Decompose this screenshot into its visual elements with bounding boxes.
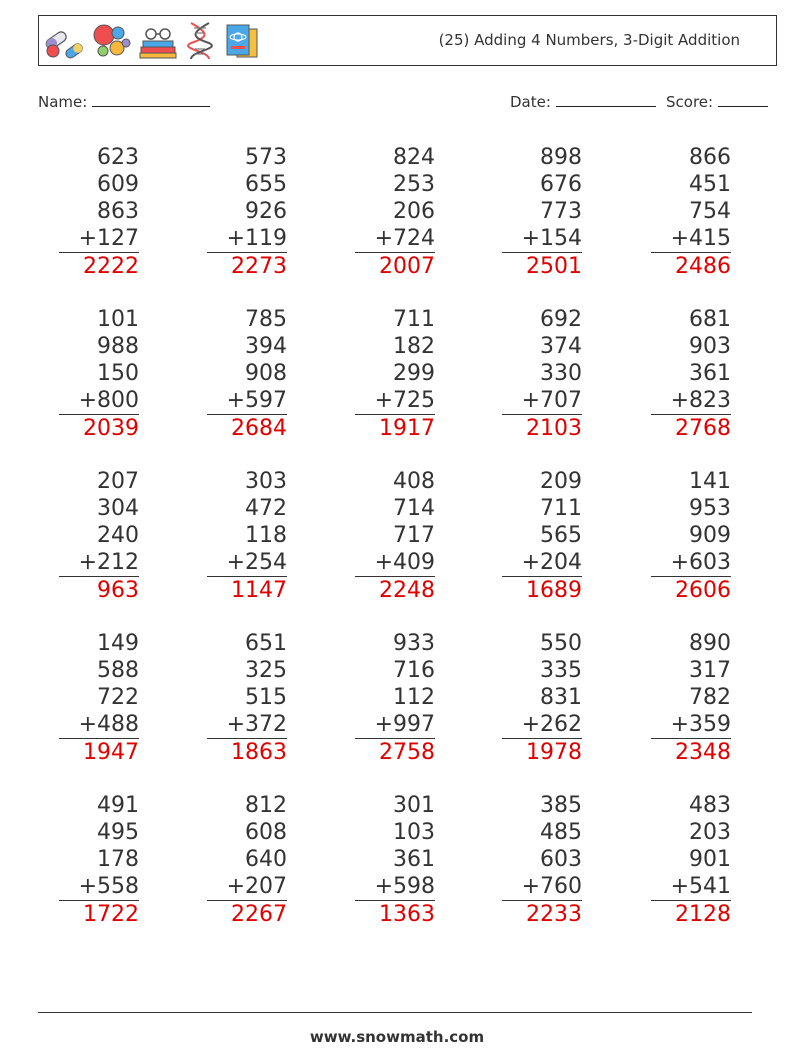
addend-2: 953 <box>689 496 731 521</box>
addition-problem <box>207 792 287 928</box>
addend-2: 103 <box>393 820 435 845</box>
addend-1: 898 <box>540 145 582 170</box>
addend-4: +760 <box>502 873 582 901</box>
addend-3: 863 <box>97 199 139 224</box>
addend-4: +724 <box>355 225 435 253</box>
dna-icon <box>185 21 215 61</box>
addend-1: 207 <box>97 469 139 494</box>
science-book-icon <box>221 21 261 61</box>
answer: 2273 <box>231 254 287 279</box>
answer: 2222 <box>83 254 139 279</box>
addend-4: +597 <box>207 387 287 415</box>
addend-4: +409 <box>355 549 435 577</box>
answer: 2039 <box>83 416 139 441</box>
addend-3: 773 <box>540 199 582 224</box>
addend-2: 374 <box>540 334 582 359</box>
footer-site: www.snowmath.com <box>309 1028 485 1046</box>
answer: 2758 <box>379 740 435 765</box>
addend-1: 483 <box>689 793 731 818</box>
addend-1: 711 <box>393 307 435 332</box>
addend-4: +707 <box>502 387 582 415</box>
addend-3: 782 <box>689 685 731 710</box>
addend-4: +254 <box>207 549 287 577</box>
molecule-icon <box>91 21 131 61</box>
addend-4: +603 <box>651 549 731 577</box>
answer: 1689 <box>526 578 582 603</box>
date-label: Date: <box>510 93 551 111</box>
answer: 2128 <box>675 902 731 927</box>
addend-2: 253 <box>393 172 435 197</box>
addend-3: 603 <box>540 847 582 872</box>
answer: 1363 <box>379 902 435 927</box>
addend-4: +212 <box>59 549 139 577</box>
addition-problem <box>59 792 139 928</box>
addend-2: 676 <box>540 172 582 197</box>
addend-3: 909 <box>689 523 731 548</box>
addend-1: 933 <box>393 631 435 656</box>
addend-4: +204 <box>502 549 582 577</box>
answer: 2248 <box>379 578 435 603</box>
addend-2: 304 <box>97 496 139 521</box>
addend-4: +488 <box>59 711 139 739</box>
addend-4: +800 <box>59 387 139 415</box>
addend-1: 651 <box>245 631 287 656</box>
addition-problem <box>207 306 287 442</box>
addend-3: 754 <box>689 199 731 224</box>
addition-problem <box>59 630 139 766</box>
worksheet-header <box>38 15 777 66</box>
addend-4: +997 <box>355 711 435 739</box>
footer-divider <box>38 1012 752 1013</box>
worksheet-title: (25) Adding 4 Numbers, 3-Digit Addition <box>438 31 740 49</box>
addend-1: 408 <box>393 469 435 494</box>
addend-3: 150 <box>97 361 139 386</box>
addend-2: 655 <box>245 172 287 197</box>
addend-1: 785 <box>245 307 287 332</box>
addend-2: 182 <box>393 334 435 359</box>
addend-3: 240 <box>97 523 139 548</box>
addition-problem <box>502 792 582 928</box>
books-glasses-icon <box>137 21 179 61</box>
addend-1: 491 <box>97 793 139 818</box>
addend-3: 722 <box>97 685 139 710</box>
addend-1: 550 <box>540 631 582 656</box>
date-field <box>510 92 656 111</box>
addend-3: 206 <box>393 199 435 224</box>
addition-problem <box>502 630 582 766</box>
answer: 2768 <box>675 416 731 441</box>
addition-problem <box>207 468 287 604</box>
addition-problem <box>502 144 582 280</box>
addend-2: 588 <box>97 658 139 683</box>
addend-4: +558 <box>59 873 139 901</box>
addend-3: 361 <box>689 361 731 386</box>
addend-2: 485 <box>540 820 582 845</box>
addition-problem <box>59 468 139 604</box>
answer: 2103 <box>526 416 582 441</box>
addition-problem <box>651 468 731 604</box>
addend-2: 608 <box>245 820 287 845</box>
addition-problem <box>355 144 435 280</box>
score-field <box>666 92 768 111</box>
addend-4: +119 <box>207 225 287 253</box>
addend-2: 495 <box>97 820 139 845</box>
addend-1: 812 <box>245 793 287 818</box>
addend-4: +541 <box>651 873 731 901</box>
answer: 963 <box>97 578 139 603</box>
addition-problem <box>651 144 731 280</box>
answer: 2486 <box>675 254 731 279</box>
addend-3: 565 <box>540 523 582 548</box>
addition-problem <box>355 792 435 928</box>
addend-2: 325 <box>245 658 287 683</box>
date-blank <box>556 92 656 107</box>
addend-3: 831 <box>540 685 582 710</box>
addend-4: +207 <box>207 873 287 901</box>
addend-2: 335 <box>540 658 582 683</box>
addition-problem <box>207 630 287 766</box>
addend-3: 515 <box>245 685 287 710</box>
addend-3: 330 <box>540 361 582 386</box>
answer: 2348 <box>675 740 731 765</box>
addend-1: 824 <box>393 145 435 170</box>
addend-3: 361 <box>393 847 435 872</box>
answer: 2233 <box>526 902 582 927</box>
addition-problem <box>502 468 582 604</box>
addend-4: +127 <box>59 225 139 253</box>
addend-2: 988 <box>97 334 139 359</box>
addend-2: 711 <box>540 496 582 521</box>
name-label: Name: <box>38 93 88 111</box>
addend-2: 394 <box>245 334 287 359</box>
addition-problem <box>651 630 731 766</box>
addend-1: 623 <box>97 145 139 170</box>
addition-problem <box>355 468 435 604</box>
answer: 1863 <box>231 740 287 765</box>
addend-1: 385 <box>540 793 582 818</box>
score-label: Score: <box>666 93 714 111</box>
addend-4: +372 <box>207 711 287 739</box>
answer: 1978 <box>526 740 582 765</box>
name-field <box>38 92 210 111</box>
addition-problem <box>502 306 582 442</box>
addend-2: 903 <box>689 334 731 359</box>
addend-2: 451 <box>689 172 731 197</box>
addend-1: 890 <box>689 631 731 656</box>
addend-4: +823 <box>651 387 731 415</box>
addend-3: 926 <box>245 199 287 224</box>
answer: 1722 <box>83 902 139 927</box>
addend-3: 178 <box>97 847 139 872</box>
addend-1: 866 <box>689 145 731 170</box>
addend-3: 112 <box>393 685 435 710</box>
addend-2: 714 <box>393 496 435 521</box>
header-icons <box>43 21 261 61</box>
addend-4: +725 <box>355 387 435 415</box>
addend-1: 149 <box>97 631 139 656</box>
addition-problem <box>651 792 731 928</box>
name-blank <box>92 92 210 107</box>
addend-3: 901 <box>689 847 731 872</box>
addend-1: 692 <box>540 307 582 332</box>
answer: 2267 <box>231 902 287 927</box>
addend-4: +598 <box>355 873 435 901</box>
addend-3: 299 <box>393 361 435 386</box>
addend-1: 681 <box>689 307 731 332</box>
answer: 1947 <box>83 740 139 765</box>
score-blank <box>718 92 768 107</box>
answer: 2501 <box>526 254 582 279</box>
addend-4: +154 <box>502 225 582 253</box>
addend-3: 118 <box>245 523 287 548</box>
addend-4: +415 <box>651 225 731 253</box>
addend-1: 303 <box>245 469 287 494</box>
pills-icon <box>43 21 85 61</box>
addition-problem <box>59 144 139 280</box>
answer: 1147 <box>231 578 287 603</box>
answer: 2684 <box>231 416 287 441</box>
addition-problem <box>651 306 731 442</box>
addend-1: 301 <box>393 793 435 818</box>
answer: 1917 <box>379 416 435 441</box>
addition-problem <box>59 306 139 442</box>
addend-2: 716 <box>393 658 435 683</box>
addend-3: 908 <box>245 361 287 386</box>
answer: 2606 <box>675 578 731 603</box>
addend-2: 472 <box>245 496 287 521</box>
addend-2: 609 <box>97 172 139 197</box>
addend-2: 317 <box>689 658 731 683</box>
addend-1: 573 <box>245 145 287 170</box>
addend-4: +262 <box>502 711 582 739</box>
addend-3: 640 <box>245 847 287 872</box>
answer: 2007 <box>379 254 435 279</box>
addition-problem <box>207 144 287 280</box>
addend-1: 141 <box>689 469 731 494</box>
addend-4: +359 <box>651 711 731 739</box>
addend-2: 203 <box>689 820 731 845</box>
addend-1: 101 <box>97 307 139 332</box>
addend-1: 209 <box>540 469 582 494</box>
addend-3: 717 <box>393 523 435 548</box>
addition-problem <box>355 306 435 442</box>
addition-problem <box>355 630 435 766</box>
